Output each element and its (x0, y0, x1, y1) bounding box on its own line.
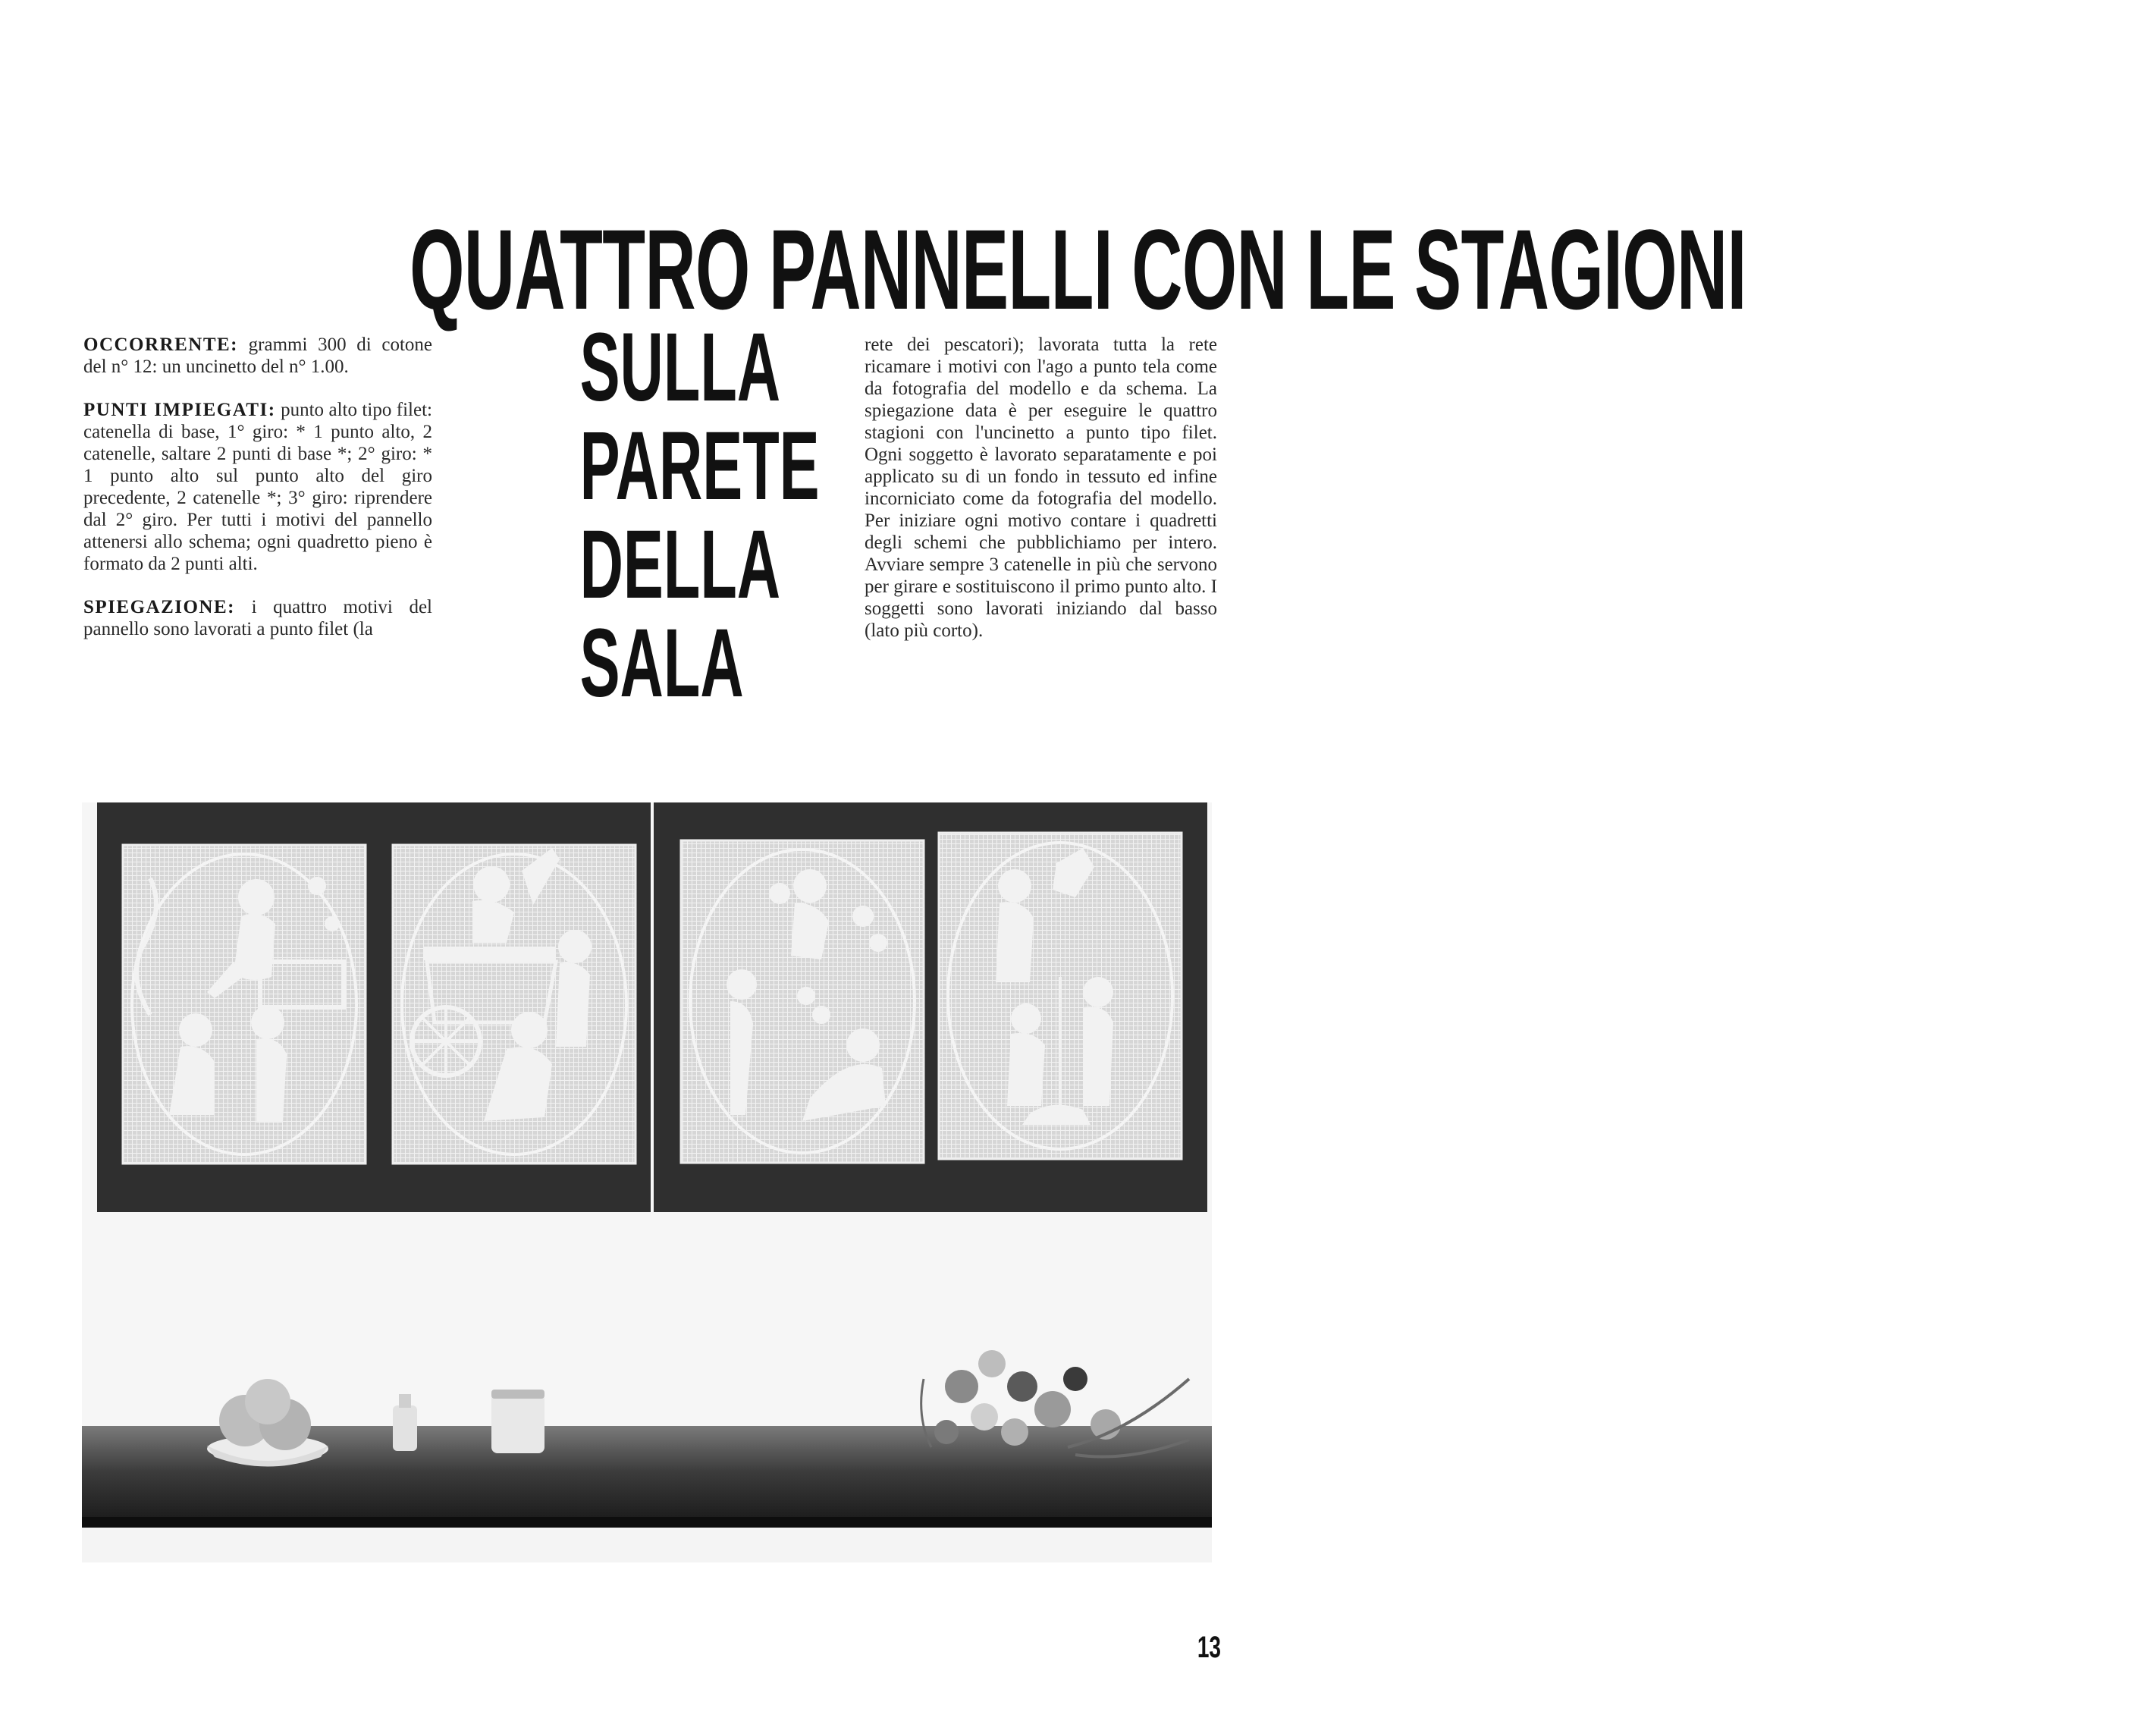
subheadline (531, 313, 820, 718)
subheadline-line: SULLA (579, 313, 781, 422)
occorrente-label: OCCORRENTE: (83, 334, 239, 355)
punti-label: PUNTI IMPIEGATI: (83, 400, 276, 420)
headline-text: QUATTRO PANNELLI CON LE STAGIONI (410, 206, 1746, 333)
left-column (83, 334, 432, 661)
lace-panel-summer (393, 845, 636, 1164)
right-column (865, 334, 1217, 663)
occorrente-paragraph (83, 334, 432, 378)
room-photo (82, 802, 1212, 1562)
punti-text: punto alto tipo filet: catenella di base, 1° giro: * 1 punto alto, 2 catenelle, saltare 2 punti di base *; 2° giro: * 1 punto alto sul punto alto del giro precedente, 2 catenelle *; 3° giro: riprendere dal 2° giro. Per tutti i motivi del pannello attenersi allo schema; ogni quadretto pieno è formato da 2 punti alti. (83, 400, 432, 574)
subheadline-line: PARETE (579, 412, 820, 520)
lace-panel-autumn (681, 840, 924, 1163)
punti-paragraph (83, 399, 432, 575)
subheadline-line: DELLA (579, 510, 781, 619)
lace-panel-winter (939, 833, 1182, 1159)
photo-illustration (82, 802, 1212, 1562)
right-column-text: rete dei pescatori); lavorata tutta la rete ricamare i motivi con l'ago a punto tela come da fotografia del modello e da schema. La spiegazione data è per eseguire le quattro stagioni con l'uncinetto a punto tipo filet. Ogni soggetto è lavorato separatamente e poi applicato su di un fondo in tessuto ed infine incorniciato come da fotografia del modello. Per iniziare ogni motivo contare i quadretti degli schemi che pubblichiamo per intero. Avviare sempre 3 catenelle in più che servono per girare e sostituiscono il primo punto alto. I soggetti sono lavorati iniziando dal basso (lato più corto). (865, 334, 1217, 641)
spiegazione-text: i quattro motivi del pannello sono lavorati a punto filet (la (83, 597, 432, 639)
spiegazione-label: SPIEGAZIONE: (83, 597, 235, 617)
occorrente-text: grammi 300 di cotone del n° 12: un uncinetto del n° 1.00. (83, 334, 432, 377)
spiegazione-paragraph (83, 596, 432, 640)
page-number: 13 (1197, 1631, 1221, 1664)
headline (0, 206, 1746, 333)
lace-panel-spring (123, 845, 366, 1164)
subheadline-line: SALA (579, 609, 744, 718)
